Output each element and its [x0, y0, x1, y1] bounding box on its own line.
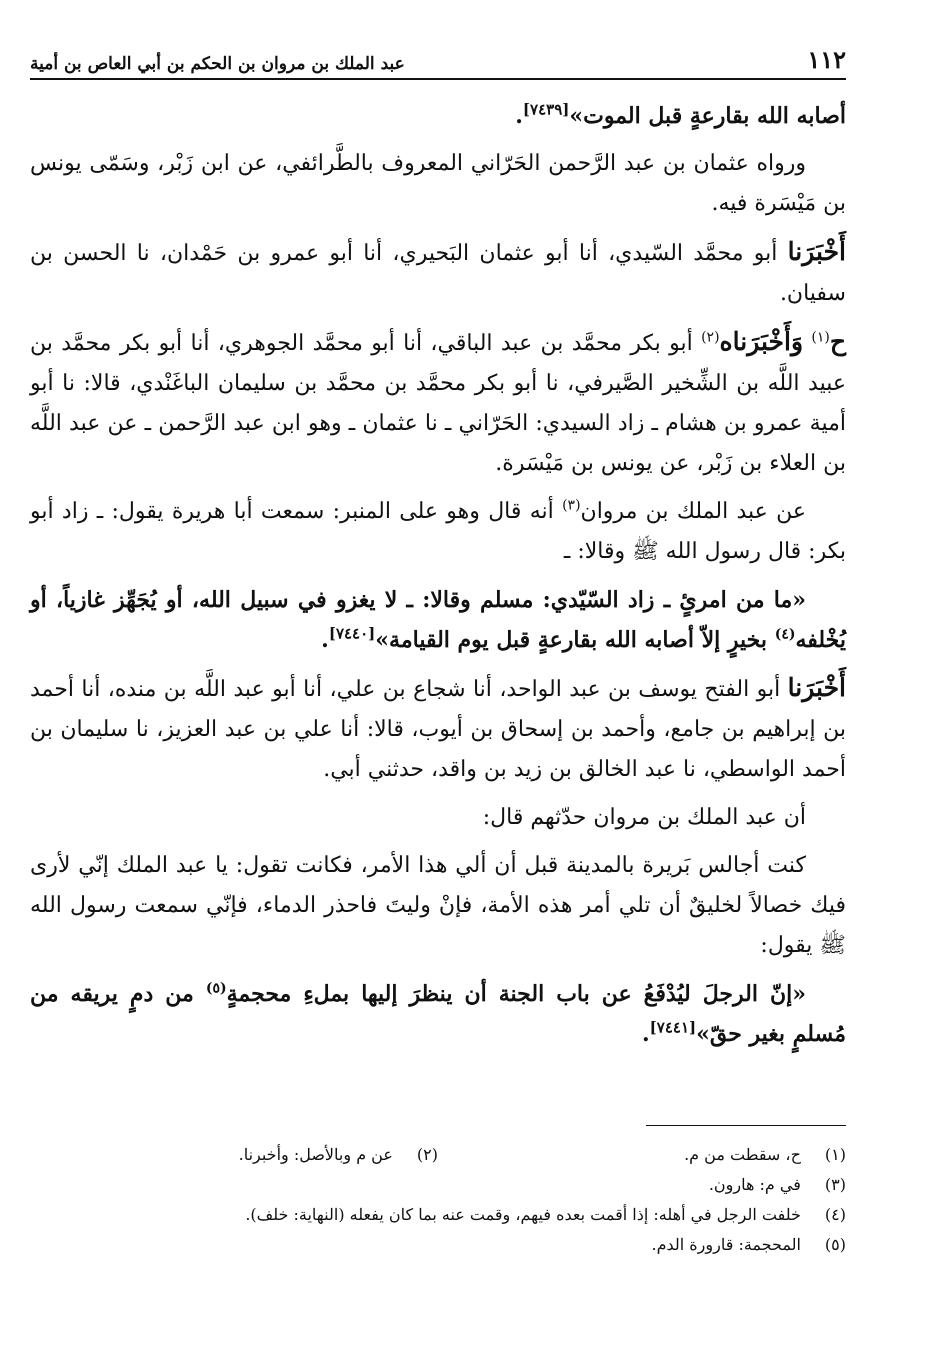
paragraph-4 — [30, 322, 846, 484]
paragraph-7 — [30, 668, 846, 790]
footnote-text: خلفت الرجل في أهله: إذا أقمت بعده فيهم، وقمت عنه بما كان يفعله (النهاية: خلف). — [245, 1205, 801, 1224]
footnote-ref-2: (٢) — [701, 329, 720, 346]
footnote-text: عن م وبالأصل: وأخبرنا. — [238, 1145, 393, 1164]
paragraph-10 — [30, 974, 846, 1054]
running-title: عبد الملك بن مروان بن الحكم بن أبي العاص بن أمية — [30, 54, 405, 74]
paragraph-3 — [30, 232, 846, 314]
period: . — [515, 103, 523, 129]
footnote-5 — [30, 1230, 846, 1260]
paragraph-text-b: أنه قال وهو على المنبر: سمعت أبا هريرة يقول: ـ زاد أبو بكر: قال رسول الله ﷺ وقالا: ـ — [30, 499, 846, 564]
footnote-4 — [30, 1200, 846, 1230]
paragraph-text: أبو بكر محمَّد بن عبد الباقي، أنا أبو محمَّد الجوهري، أنا أبو بكر محمَّد بن عبيد اللَّه بن الشِّخير الصَّيرفي، نا أبو بكر محمَّد بن محمَّد بن سليمان الباغَنْدي، قالا: نا أبو أمية عمرو بن هشام ـ زاد السيدي: الحَرّاني ـ نا عثمان ـ وهو ابن عبد الرَّحمن ـ عن عبد اللَّه بن العلاء بن زَبْر، عن يونس بن مَيْسَرة. — [30, 331, 846, 476]
hadith-text: أصابه الله بقارعةٍ قبل الموت» — [569, 103, 846, 129]
page-header — [30, 40, 846, 80]
hadith-text-a: «إنّ الرجلَ ليُدْفَعُ عن باب الجنة أن ينظرَ إليها بملءِ محجمةٍ — [226, 981, 806, 1007]
footnote-number: (٥) — [824, 1235, 846, 1254]
footnote-ref-4: (٤) — [774, 626, 796, 643]
paragraph-text: أبو الفتح يوسف بن عبد الواحد، أنا شجاع بن علي، أنا أبو عبد اللَّه بن منده، أنا أحمد بن إبراهيم بن جامع، وأحمد بن إسحاق بن أيوب، قالا: أنا علي بن عبد العزيز، نا سليمان بن أحمد الواسطي، نا عبد الخالق بن زيد بن واقد، حدثني أبي. — [30, 677, 846, 782]
footnote-ref-1: (١) — [811, 329, 830, 346]
paragraph-2 — [30, 144, 846, 224]
footnote-3 — [30, 1170, 846, 1200]
main-text — [30, 96, 846, 1054]
paragraph-text: كنت أجالس بَريرة بالمدينة قبل أن ألي هذا الأمر، فكانت تقول: يا عبد الملك إنّي لأرى فيك خصالاً لخليقٌ أن تلي أمر هذه الأمة، فإنْ وليتَ فاحذر الدماء، فإنّي سمعت رسول الله ﷺ يقول: — [30, 853, 846, 958]
paragraph-text: أن عبد الملك بن مروان حدّثهم قال: — [482, 805, 806, 830]
hadith-text-b: من دمٍ يريقه من مُسلمٍ بغير حقّ» — [30, 981, 846, 1047]
isnad-lead: أَخْبَرَنا — [787, 673, 846, 702]
paragraph-5 — [30, 492, 846, 572]
footnote-1 — [438, 1140, 846, 1170]
footnote-number: (٢) — [416, 1145, 438, 1164]
paragraph-9 — [30, 846, 846, 966]
isnad-lead: أَخْبَرَنا — [787, 237, 846, 266]
ha-marker: ح — [829, 327, 846, 356]
hadith-text-b: بخيرٍ إلاّ أصابه الله بقارعةٍ قبل يوم القيامة» — [375, 627, 768, 653]
paragraph-text-a: عن عبد الملك بن مروان — [580, 499, 806, 524]
paragraph-8 — [30, 798, 846, 838]
footnote-2 — [30, 1140, 438, 1170]
footnote-text: المحجمة: قارورة الدم. — [651, 1235, 801, 1254]
hadith-number: [٧٤٤٠] — [328, 624, 376, 643]
footnote-number: (٣) — [824, 1175, 846, 1194]
hadith-text-a: «ما من امرئٍ ـ زاد السّيّدي: مسلم وقالا: ـ لا يغزو في سبيل الله، أو يُجَهِّز غازياً، أو يُخْلفه — [30, 587, 846, 653]
footnote-number: (١) — [824, 1145, 846, 1164]
isnad-lead: وَأَخْبَرَناه — [719, 327, 804, 356]
book-page — [30, 40, 846, 1280]
footnote-text: في م: هارون. — [708, 1175, 801, 1194]
footnote-ref-5: (٥) — [205, 980, 227, 997]
footnotes — [30, 1140, 846, 1260]
hadith-number: [٧٤٣٩] — [522, 100, 570, 119]
paragraph-6 — [30, 580, 846, 660]
footnote-ref-3: (٣) — [562, 497, 581, 514]
paragraph-text: أبو محمَّد السّيدي، أنا أبو عثمان البَحيري، أنا أبو عمرو بن حَمْدان، نا الحسن بن سفيان. — [30, 241, 846, 306]
page-number: ١١٢ — [807, 45, 846, 74]
footnote-text: ح، سقطت من م. — [684, 1145, 801, 1164]
footnote-row — [30, 1140, 846, 1170]
footnote-number: (٤) — [824, 1205, 846, 1224]
period: . — [321, 627, 329, 653]
footnote-divider — [646, 1125, 846, 1126]
paragraph-1 — [30, 96, 846, 136]
paragraph-text: ورواه عثمان بن عبد الرَّحمن الحَرّاني المعروف بالطَّرائفي، عن ابن زَبْر، وسَمّى يونس بن مَيْسَرة فيه. — [30, 151, 846, 216]
period: . — [642, 1021, 650, 1047]
hadith-number: [٧٤٤١] — [649, 1018, 697, 1037]
